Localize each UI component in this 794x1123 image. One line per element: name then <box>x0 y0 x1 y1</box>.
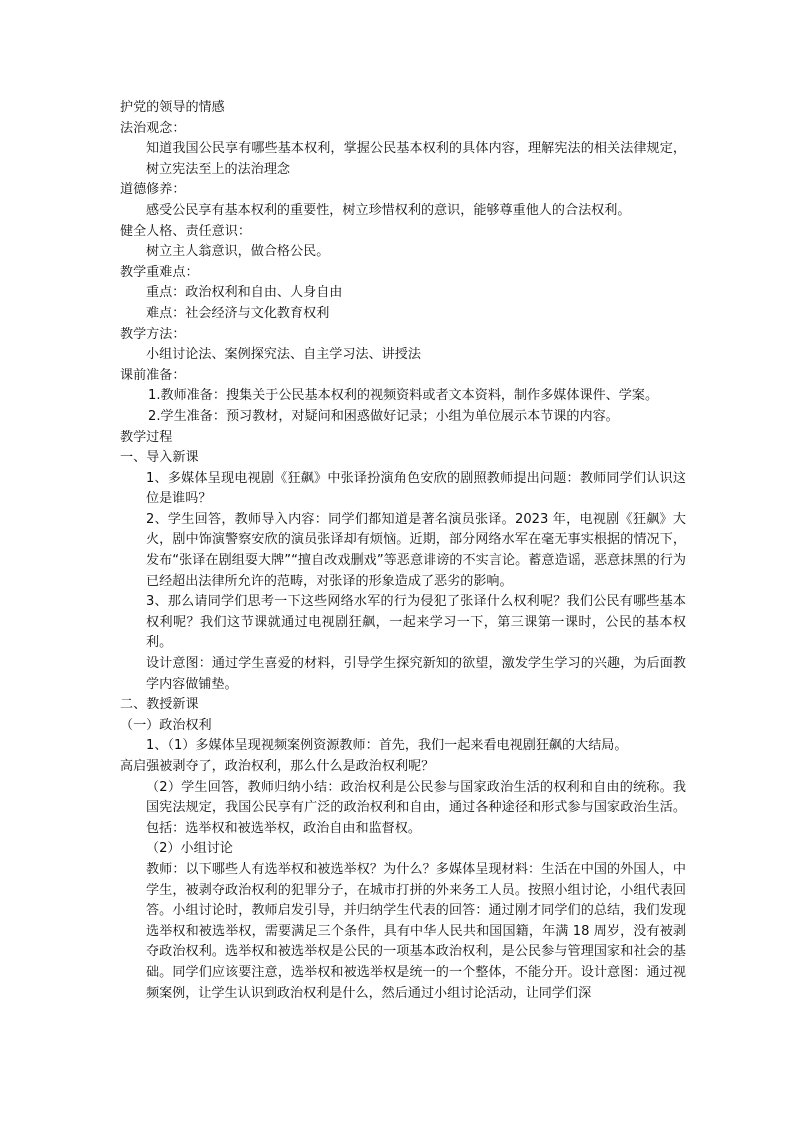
text-line: 教师：以下哪些人有选举权和被选举权？为什么？多媒体呈现材料：生活在中国的外国人，中学生，被剥夺政治权利的犯罪分子，在城市打拼的外来务工人员。按照小组讨论，小组代表回答。小组讨论时，教师启发引导，并归纳学生代表的回答：通过刚才同学们的总结，我们发现选举权和被选举权，需要满足三个条件，具有中华人民共和国国籍，年满 18 周岁，没有被剥夺政治权利。选举权和被选举权是公民的一项基本政治权利，是公民参与管理国家和社会的基础。同学们应该要注意，选举权和被选举权是统一的一个整体，不能分开。设计意图：通过视频案例，让学生认识到政治权利是什么，然后通过小组讨论活动，让同学们深 <box>146 861 686 1001</box>
text-line: 法治观念： <box>120 120 186 136</box>
text-line: 1、多媒体呈现电视剧《狂飙》中张译扮演角色安欣的剧照教师提出问题：教师同学们认识这位是谁吗？ <box>146 470 686 507</box>
text-line: 道德修养： <box>120 182 186 198</box>
text-line: 小组讨论法、案例探究法、自主学习法、讲授法 <box>146 347 421 363</box>
text-line: （一）政治权利 <box>120 717 212 733</box>
text-line: 树立主人翁意识，做合格公民。 <box>146 244 330 260</box>
document-page <box>120 98 686 1004</box>
text-line: 一、导入新课 <box>120 450 199 466</box>
text-line: 课前准备： <box>120 367 186 383</box>
text-line: 3、那么请同学们思考一下这些网络水军的行为侵犯了张译什么权利呢？我们公民有哪些基本权利呢？我们这节课就通过电视剧狂飙，一起来学习一下，第三课第一课时，公民的基本权利。 <box>146 594 686 651</box>
text-line: 知道我国公民享有哪些基本权利，掌握公民基本权利的具体内容，理解宪法的相关法律规定，树立宪法至上的法治理念 <box>146 141 686 177</box>
text-line: 难点：社会经济与文化教育权利 <box>146 305 330 321</box>
text-line: 教学过程 <box>120 429 173 445</box>
text-line: 高启强被剥夺了，政治权利，那么什么是政治权利呢？ <box>120 759 435 774</box>
text-line: 教学重难点： <box>120 264 199 280</box>
text-line: 1.教师准备：搜集关于公民基本权利的视频资料或者文本资料，制作多媒体课件、学案。 <box>148 388 659 404</box>
text-line: 1、（1）多媒体呈现视频案例资源教师：首先，我们一起来看电视剧狂飙的大结局。 <box>146 738 628 754</box>
text-line: 感受公民享有基本权利的重要性，树立珍惜权利的意识，能够尊重他人的合法权利。 <box>146 202 631 218</box>
text-line: 二、教授新课 <box>120 697 199 713</box>
text-line: 健全人格、责任意识： <box>120 223 251 239</box>
text-line: 2.学生准备：预习教材，对疑问和困惑做好记录；小组为单位展示本节课的内容。 <box>148 408 619 424</box>
text-line: （2）学生回答，教师归纳小结：政治权利是公民参与国家政治生活的权利和自由的统称。我国宪法规定，我国公民享有广泛的政治权利和自由，通过各种途径和形式参与国家政治生活。包括：选举权和被选举权，政治自由和监督权。 <box>146 779 686 836</box>
text-line: 设计意图：通过学生喜爱的材料，引导学生探究新知的欲望，激发学生学习的兴趣，为后面教学内容做铺垫。 <box>146 656 686 692</box>
text-line: （2）小组讨论 <box>146 841 233 857</box>
text-line: 重点：政治权利和自由、人身自由 <box>146 285 343 301</box>
text-line: 教学方法： <box>120 326 186 342</box>
text-line: 护党的领导的情感 <box>120 100 225 115</box>
text-line: 2、学生回答，教师导入内容：同学们都知道是著名演员张译。2023 年，电视剧《狂飙》大火，剧中饰演警察安欣的演员张译却有烦恼。近期，部分网络水军在毫无事实根据的情况下，发布“张译在剧组耍大牌”“擅自改戏删戏”等恶意诽谤的不实言论。蓄意造谣，恶意抹黑的行为已经超出法律所允许的范畴，对张译的形象造成了恶劣的影响。 <box>146 511 686 589</box>
